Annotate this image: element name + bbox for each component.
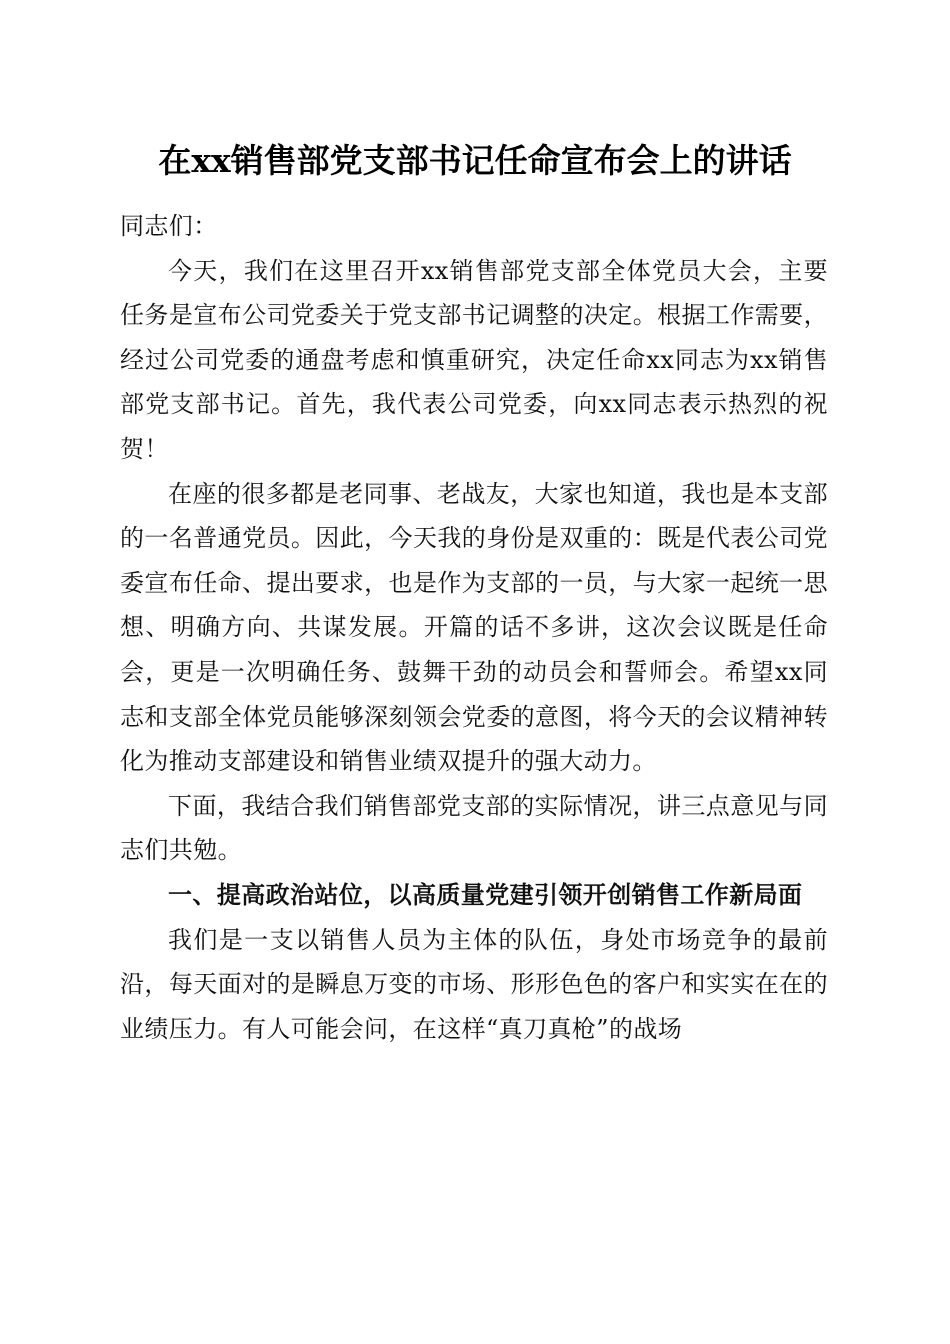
document-body [120,204,828,1051]
paragraph-three-points: 下面，我结合我们销售部党支部的实际情况，讲三点意见与同志们共勉。 [120,791,828,865]
paragraph-dual-role: 在座的很多都是老同事、老战友，大家也知道，我也是本支部的一名普通党员。因此，今天我的身份是双重的：既是代表公司党委宣布任命、提出要求，也是作为支部的一员，与大家一起统一思想、明确方向、共谋发展。开篇的话不多讲，这次会议既是任命会，更是一次明确任务、鼓舞干劲的动员会和誓师会。希望xx同志和支部全体党员能够深刻领会党委的意图，将今天的会议精神转化为推动支部建设和销售业绩双提升的强大动力。 [120,479,828,776]
paragraph-announcement: 今天，我们在这里召开xx销售部党支部全体党员大会，主要任务是宣布公司党委关于党支部书记调整的决定。根据工作需要，经过公司党委的通盘考虑和慎重研究，决定任命xx同志为xx销售部党支部书记。首先，我代表公司党委，向xx同志表示热烈的祝贺！ [120,256,828,463]
salutation: 同志们： [120,212,218,240]
section-heading-1: 一、提高政治站位，以高质量党建引领开创销售工作新局面 [168,880,803,909]
paragraph-section-1: 我们是一支以销售人员为主体的队伍，身处市场竞争的最前沿，每天面对的是瞬息万变的市场、形形色色的客户和实实在在的业绩压力。有人可能会问，在这样“真刀真枪”的战场 [120,925,828,1043]
document-title: 在xx销售部党支部书记任命宣布会上的讲话 [158,141,792,180]
